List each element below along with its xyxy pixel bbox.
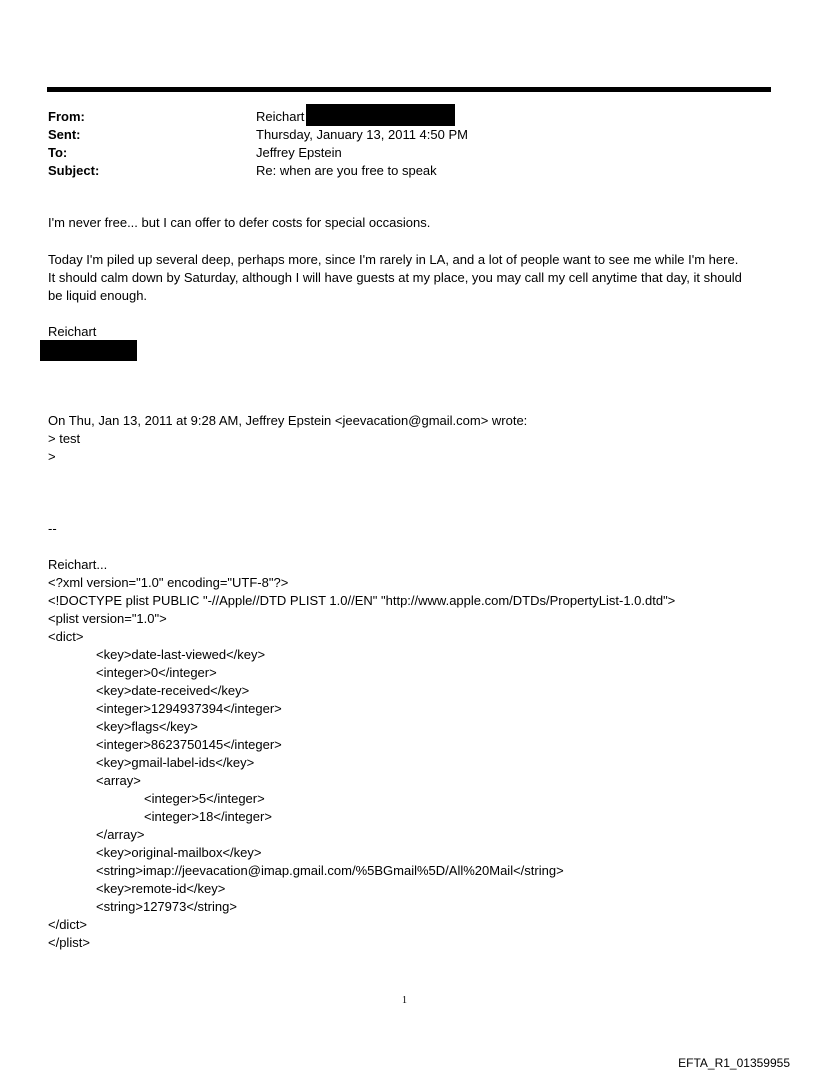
- plist-line: <?xml version="1.0" encoding="UTF-8"?>: [48, 575, 289, 590]
- from-value: Reichart: [256, 109, 305, 124]
- signature-separator: --: [48, 521, 57, 536]
- plist-line: <key>remote-id</key>: [96, 881, 226, 896]
- subject-value: Re: when are you free to speak: [256, 163, 437, 178]
- signature-footer-name: Reichart...: [48, 557, 108, 572]
- plist-line: <integer>1294937394</integer>: [96, 701, 282, 716]
- plist-line: </plist>: [48, 935, 90, 950]
- plist-line: <!DOCTYPE plist PUBLIC "-//Apple//DTD PLIST 1.0//EN" "http://www.apple.com/DTDs/PropertyList-1.0.dtd">: [48, 593, 676, 608]
- plist-line: <integer>8623750145</integer>: [96, 737, 282, 752]
- plist-line: <string>imap://jeevacation@imap.gmail.com/%5BGmail%5D/All%20Mail</string>: [96, 863, 564, 878]
- redaction-box-from: [306, 104, 455, 126]
- plist-line: <key>date-last-viewed</key>: [96, 647, 266, 662]
- plist-line: </array>: [96, 827, 145, 842]
- plist-line: <integer>18</integer>: [144, 809, 272, 824]
- header-rule: [47, 87, 771, 92]
- body-paragraph-2-line-2: It should calm down by Saturday, although I will have guests at my place, you may call my cell anytime that day, it should: [48, 270, 742, 285]
- redaction-box-signature: [40, 340, 137, 361]
- page-number: 1: [402, 995, 407, 1006]
- plist-line: </dict>: [48, 917, 88, 932]
- plist-line: <integer>5</integer>: [144, 791, 265, 806]
- document-id: EFTA_R1_01359955: [678, 1056, 790, 1070]
- sent-value: Thursday, January 13, 2011 4:50 PM: [256, 127, 468, 142]
- body-paragraph-2-line-1: Today I'm piled up several deep, perhaps more, since I'm rarely in LA, and a lot of people want to see me while I'm here.: [48, 252, 739, 267]
- quoted-line-1: > test: [48, 431, 81, 446]
- body-paragraph-1: I'm never free... but I can offer to defer costs for special occasions.: [48, 215, 431, 230]
- subject-label: Subject:: [48, 163, 100, 178]
- body-paragraph-2-line-3: be liquid enough.: [48, 288, 148, 303]
- plist-line: <array>: [96, 773, 141, 788]
- signature-name: Reichart: [48, 324, 97, 339]
- to-value: Jeffrey Epstein: [256, 145, 342, 160]
- plist-line: <dict>: [48, 629, 84, 644]
- to-label: To:: [48, 145, 68, 160]
- plist-line: <integer>0</integer>: [96, 665, 217, 680]
- sent-label: Sent:: [48, 127, 81, 142]
- plist-line: <string>127973</string>: [96, 899, 237, 914]
- from-label: From:: [48, 109, 85, 124]
- plist-line: <key>date-received</key>: [96, 683, 250, 698]
- plist-line: <plist version="1.0">: [48, 611, 167, 626]
- quote-intro: On Thu, Jan 13, 2011 at 9:28 AM, Jeffrey Epstein <jeevacation@gmail.com> wrote:: [48, 413, 528, 428]
- plist-line: <key>gmail-label-ids</key>: [96, 755, 255, 770]
- plist-line: <key>flags</key>: [96, 719, 198, 734]
- plist-line: <key>original-mailbox</key>: [96, 845, 262, 860]
- quoted-line-2: >: [48, 449, 56, 464]
